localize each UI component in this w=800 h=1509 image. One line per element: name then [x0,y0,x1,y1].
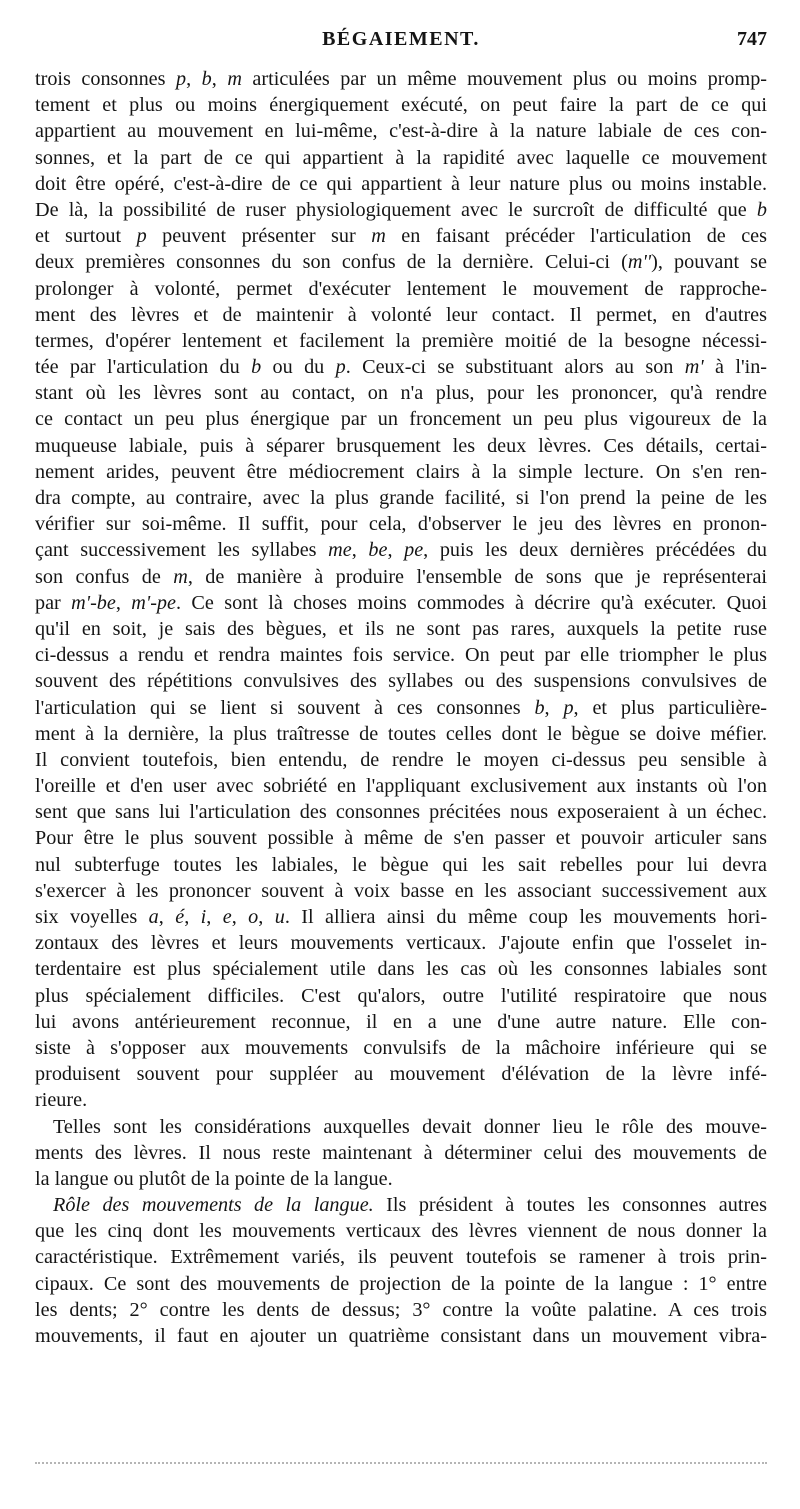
text-run: ment des lèvres et de maintenir à volonté leur contact. Il permet, en d'autres [35,303,767,326]
italic-text: p [176,68,187,90]
text-line [35,1271,767,1297]
italic-text: m [371,225,386,248]
text-line [35,249,767,275]
text-line [35,852,767,878]
text-run: doit être opéré, c'est-à-dire de ce qui appartient à leur nature plus ou moins instable. [35,172,767,195]
italic-text: Rôle des mouvements de la langue. [53,1194,374,1217]
text-run: la langue ou plutôt de la pointe de la langue. [35,1167,393,1190]
page-number: 747 [737,28,767,50]
text-line [35,956,767,982]
text-line [35,1061,767,1087]
text-run: ), pouvant se [651,251,768,274]
italic-text: a [148,906,159,928]
text-run: , [387,539,405,562]
italic-text: u [274,906,285,928]
italic-text: m'' [627,251,652,274]
text-run: s'exercer à les prononcer souvent à voix basse en les associant successivement aux [35,879,767,902]
text-line [35,1035,767,1061]
text-line [35,276,767,302]
text-run: , [115,591,132,614]
text-line [35,642,767,668]
text-run: . Il alliera ainsi du même coup les mouvements hori- [284,906,768,928]
text-run: dra compte, au contraire, avec la plus grande facilité, si l'on prend la peine de les [35,487,767,509]
italic-text: p [563,696,574,719]
text-run: ce contact un peu plus énergique par un froncement un peu plus vigoureux de la [35,408,767,431]
text-line [35,668,767,694]
text-run: termes, d'opérer lentement et facilement la première moitié de la besogne nécessi- [35,329,767,352]
text-run: vérifier sur soi-même. Il suffit, pour cela, d'observer le jeu des lèvres en pronon- [35,513,767,536]
text-line [35,459,767,485]
text-run: , [186,68,202,90]
text-line [35,406,767,432]
text-run: prolonger à volonté, permet d'exécuter lentement le mouvement de rapproche- [35,277,767,300]
text-run: l'oreille et d'en user avec sobriété en l'appliquant exclusivement aux instants où l'on [35,775,767,798]
text-run: terdentaire est plus spécialement utile dans les cas où les consonnes labiales sont [35,958,767,981]
text-line [35,92,767,118]
text-run: par [35,591,72,614]
italic-text: pe [404,539,424,562]
italic-text: m [227,68,242,90]
text-line [35,223,767,249]
text-line [35,537,767,563]
text-run: , [211,68,228,90]
text-line [35,1244,767,1270]
text-run: nement arides, peuvent être médiocrement clairs à la simple lecture. On s'en ren- [35,460,767,483]
text-line [35,825,767,851]
text-line [35,564,767,590]
text-run: siste à s'opposer aux mouvements convulsifs de la mâchoire inférieure qui se [35,1036,767,1059]
text-line [35,773,767,799]
text-run: , [184,906,201,928]
italic-text: m' [684,356,704,379]
text-run: çant successivement les syllabes [35,539,329,562]
italic-text: me [328,539,352,562]
text-run: , et plus particulière- [573,696,768,719]
text-run: , [258,906,275,928]
text-line [35,904,767,930]
text-run: trois consonnes [35,68,177,90]
text-run: Il convient toutefois, bien entendu, de rendre le moyen ci-dessus peu sensible à [35,748,767,771]
text-run: , [544,696,564,719]
italic-text: b [534,696,545,719]
text-run: Ils président à toutes les consonnes autres [373,1194,767,1217]
text-run: mouvements, il faut en ajouter un quatrième consistant dans un mouvement vibra- [35,1325,767,1347]
text-line [35,1114,767,1140]
text-line [35,1140,767,1166]
text-run: ci-dessus a rendu et rendra maintes fois service. On peut par elle triompher le plus [35,644,767,667]
text-run: , puis les deux dernières précédées du [423,539,768,562]
text-line [35,799,767,825]
text-line [35,1192,767,1218]
italic-text: m'-pe [131,591,176,614]
italic-text: é [175,906,185,928]
text-run: produisent souvent pour suppléer au mouvement d'élévation de la lèvre infé- [35,1063,767,1086]
text-run: les dents; 2° contre les dents de dessus; 3° contre la voûte palatine. A ces trois [35,1298,767,1321]
text-run: appartient au mouvement en lui-même, c'est-à-dire à la nature labiale de ces con- [35,120,767,143]
text-line [35,433,767,459]
text-run: . Ce sont là choses moins commodes à décrire qu'à exécuter. Quoi [175,591,767,614]
text-run: sent que sans lui l'articulation des consonnes précitées nous exposeraient à un échec. [35,801,767,824]
text-line [35,485,767,511]
text-run: ment à la dernière, la plus traîtresse de toutes celles dont le bègue se doive méfier. [35,722,767,745]
text-line [35,616,767,642]
text-line [35,1323,767,1349]
text-run: deux premières consonnes du son confus de la dernière. Celui-ci ( [35,251,628,274]
text-line [35,354,767,380]
text-line [35,1218,767,1244]
italic-text: i [200,906,207,928]
italic-text: e [222,906,232,928]
text-line [35,328,767,354]
text-line [35,145,767,171]
text-line [35,302,767,328]
text-line [35,380,767,406]
italic-text: b [201,68,212,90]
italic-text: m'-be [71,591,116,614]
italic-text: p [136,225,147,248]
text-run: sonnes, et la part de ce qui appartient à la rapidité avec laquelle ce mouvement [35,146,767,169]
text-run: cipaux. Ce sont des mouvements de projection de la pointe de la langue : 1° entre [35,1272,767,1295]
body-text [35,66,767,1349]
text-run: Pour être le plus souvent possible à même de s'en passer et pouvoir articuler sans [35,827,767,850]
text-run: plus spécialement difficiles. C'est qu'alors, outre l'utilité respiratoire que nous [35,984,767,1007]
text-run: muqueuse labiale, puis à séparer brusquement les deux lèvres. Ces détails, certai- [35,434,767,457]
italic-text: m [173,565,188,588]
text-line [35,878,767,904]
text-line [35,1166,767,1192]
text-run: zontaux des lèvres et leurs mouvements verticaux. J'ajoute enfin que l'osselet in- [35,932,767,955]
text-line [35,1297,767,1323]
text-run: caractéristique. Extrêmement variés, ils peuvent toutefois se ramener à trois prin- [35,1246,767,1269]
text-line [35,747,767,773]
text-run: l'articulation qui se lient si souvent à ces consonnes [35,696,535,719]
running-head-title: BÉGAIEMENT. [322,28,480,50]
text-run: Telles sont les considérations auxquelles devait donner lieu le rôle des mouve- [53,1115,767,1138]
italic-text: o [248,906,259,928]
text-line [35,695,767,721]
text-run: . Ceux-ci se substituant alors au son [345,356,685,379]
text-run: qu'il en soit, je sais des bègues, et ils ne sont pas rares, auxquels la petite ruse [35,617,767,640]
italic-text: b [756,198,767,221]
text-run: tement et plus ou moins énergiquement exécuté, on peut faire la part de ce qui [35,94,767,117]
text-line [35,197,767,223]
text-run: lui avons antérieurement reconnue, il en a une d'une autre nature. Elle con- [35,1010,767,1033]
bottom-edge-dots [35,1462,767,1468]
text-run: son confus de [35,565,174,588]
italic-text: b [251,356,262,379]
text-run: De là, la possibilité de ruser physiologiquement avec le surcroît de difficulté que [35,198,757,221]
text-line [35,118,767,144]
text-run: , [206,906,223,928]
text-run: peuvent présenter sur [146,225,372,248]
text-line [35,511,767,537]
text-run: ou du [261,356,336,379]
text-run: , de manière à produire l'ensemble de sons que je représenterai [187,565,768,588]
text-run: , [351,539,369,562]
text-run: , [231,906,249,928]
text-run: à l'in- [703,356,768,379]
text-run: stant où les lèvres sont au contact, on n'a plus, pour les prononcer, qu'à rendre [35,382,767,405]
text-run: six voyelles [35,906,149,928]
text-run: rieure. [35,1089,88,1112]
italic-text: p [335,356,346,379]
text-line [35,983,767,1009]
text-run: tée par l'articulation du [35,356,252,379]
text-line [35,1009,767,1035]
text-run: , [158,906,176,928]
running-head [35,28,767,60]
text-line [35,930,767,956]
text-run: en faisant précéder l'articulation de ces [385,225,767,248]
text-run: et surtout [35,225,137,248]
text-line [35,171,767,197]
text-run: ments des lèvres. Il nous reste maintenant à déterminer celui des mouvements de [35,1141,767,1164]
text-line [35,721,767,747]
text-run: que les cinq dont les mouvements verticaux des lèvres viennent de nous donner la [35,1220,767,1243]
text-run: articulées par un même mouvement plus ou moins promp- [241,68,768,90]
text-line [35,1087,767,1113]
text-run: souvent des répétitions convulsives des syllabes ou des suspensions convulsives de [35,670,767,693]
text-line [35,66,767,92]
text-line [35,590,767,616]
text-run: nul subterfuge toutes les labiales, le bègue qui les sait rebelles pour lui devra [35,853,767,876]
italic-text: be [368,539,388,562]
